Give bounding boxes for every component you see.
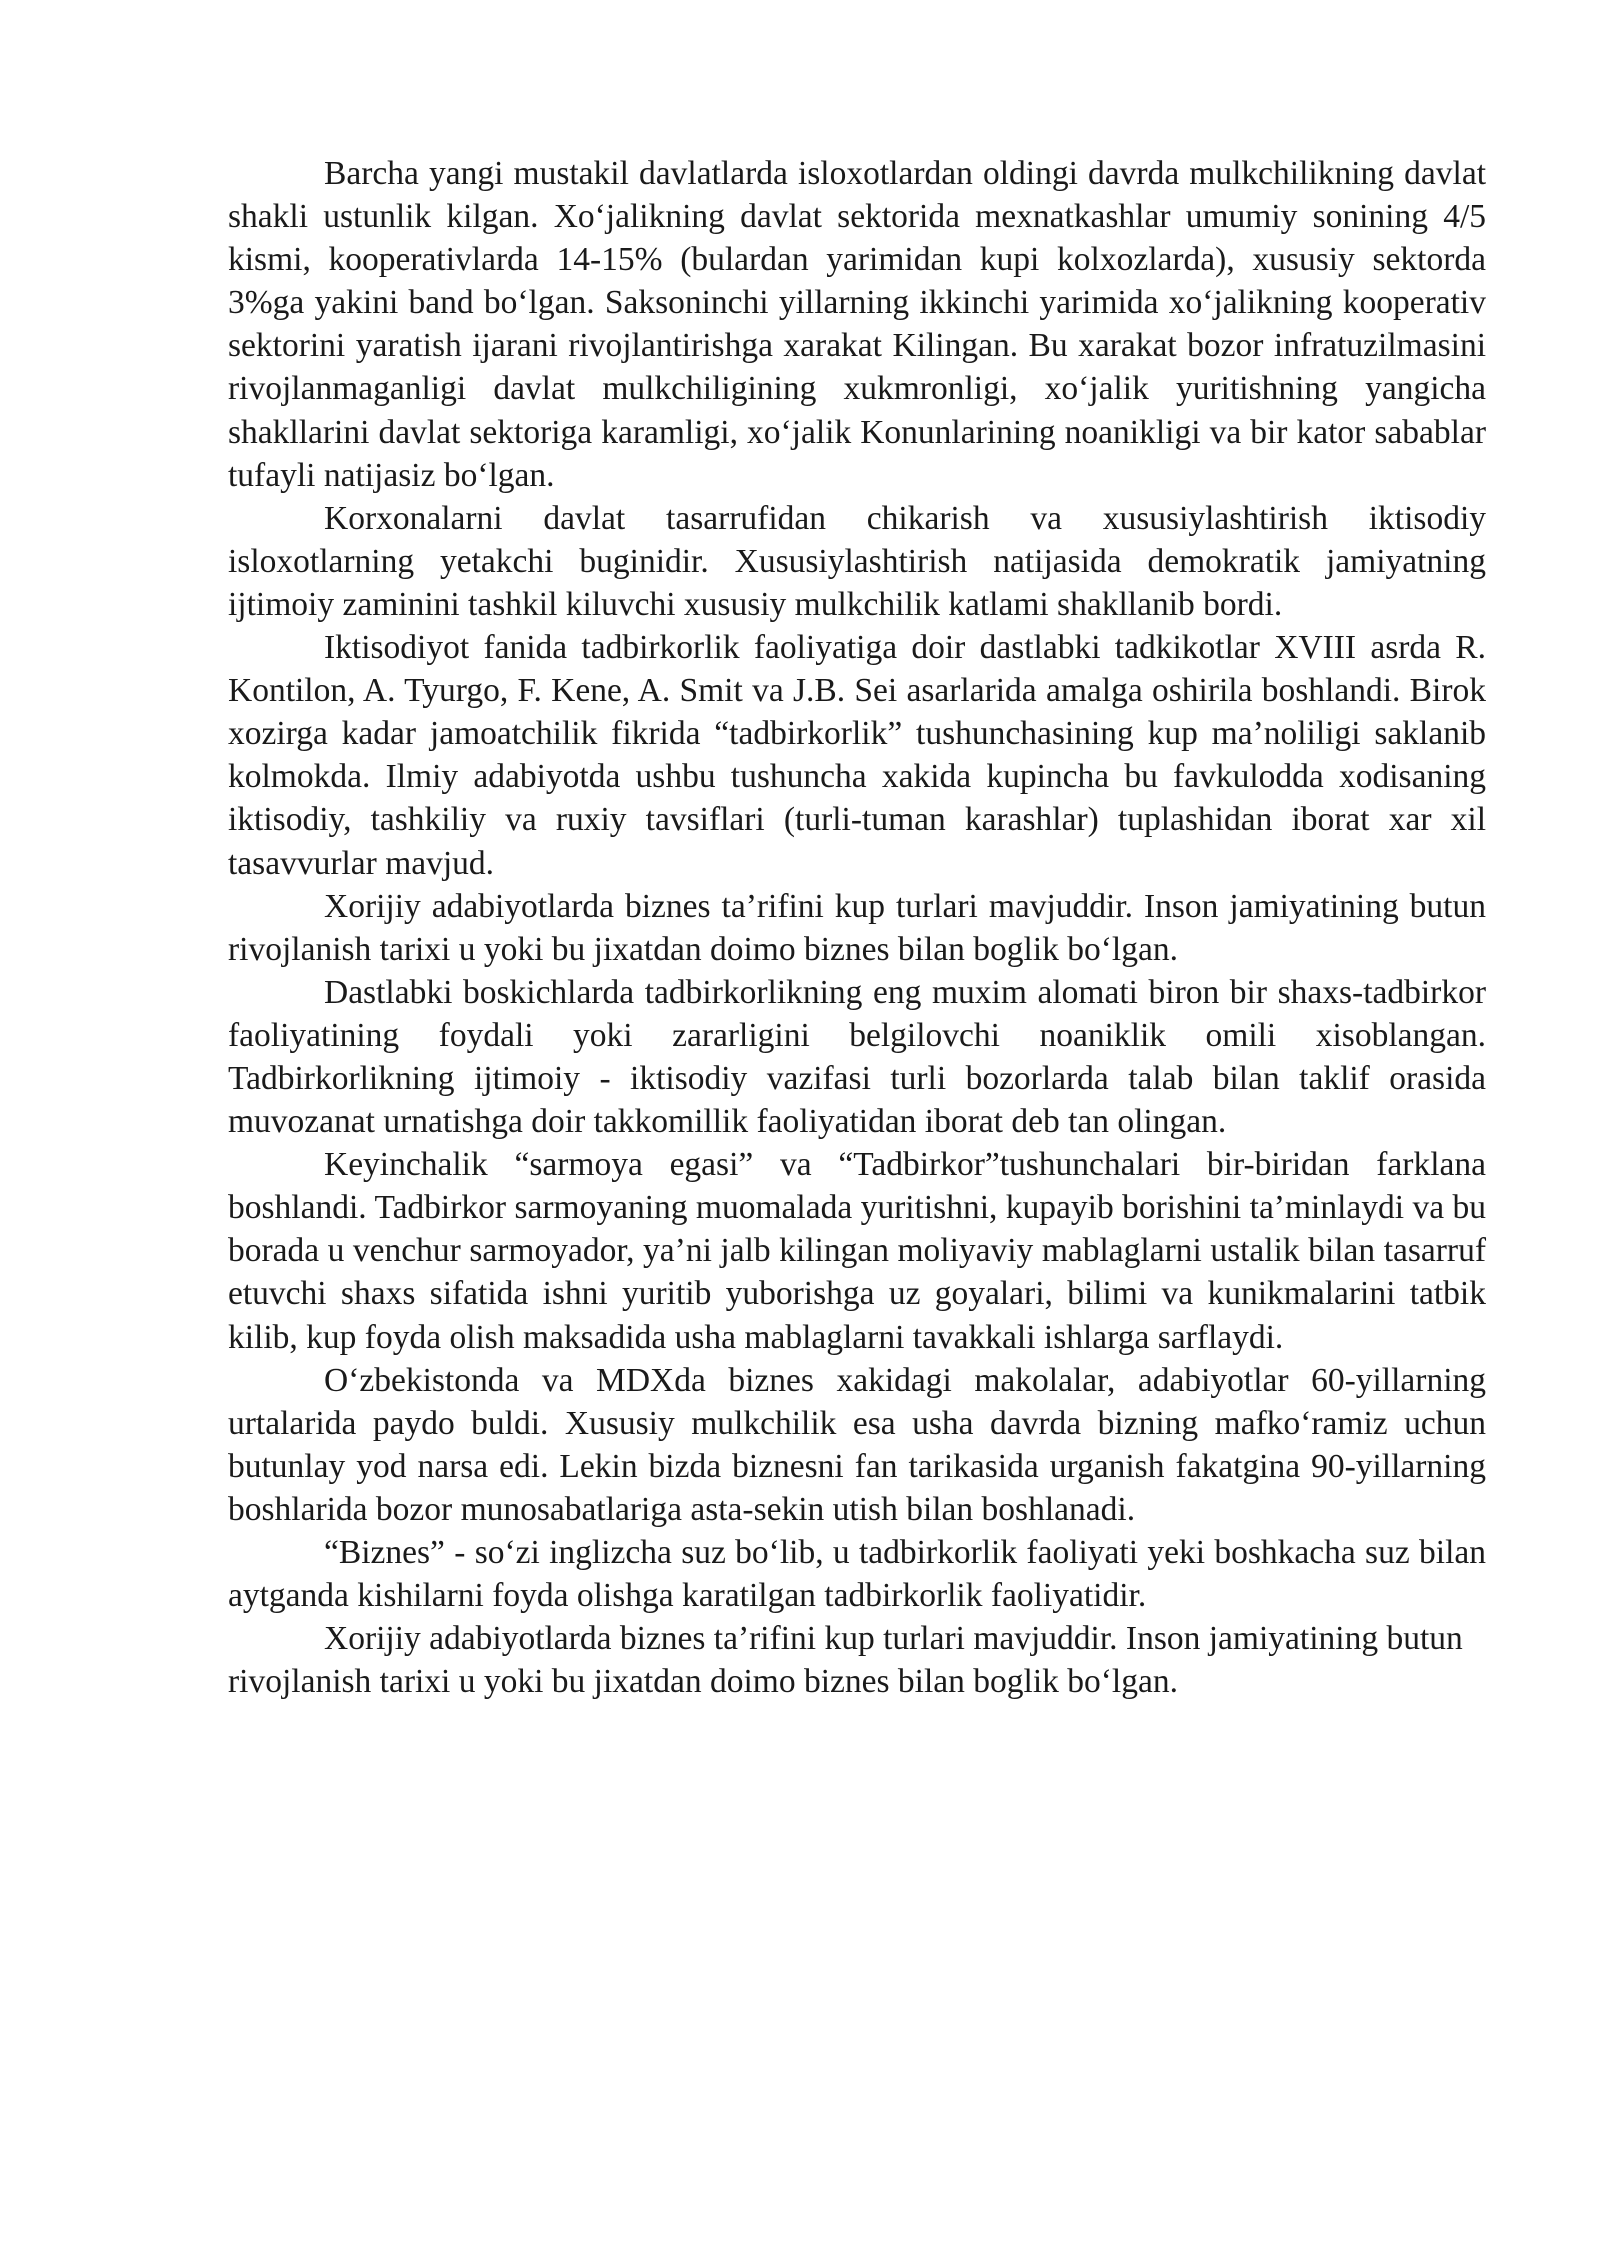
paragraph: Xorijiy adabiyotlarda biznes ta’rifini kup turlari mavjuddir. Inson jamiyatining butun rivojlanish tarixi u yoki bu jixatdan doimo biznes bilan boglik bo‘lgan. (228, 887, 1486, 968)
document-page (228, 152, 1486, 1703)
paragraph: Korxonalarni davlat tasarrufidan chikarish va xususiylashtirish iktisodiy isloxotlarning yetakchi buginidir. Xususiylashtirish natijasida demokratik jamiyatning ijtimoiy zaminini tashkil kiluvchi xususiy mulkchilik katlami shakllanib bordi. (228, 499, 1486, 623)
paragraph: Dastlabki boskichlarda tadbirkorlikning eng muxim alomati biron bir shaxs-tadbirkor faoliyatining foydali yoki zararligini belgilovchi noaniklik omili xisoblangan. Tadbirkorlikning ijtimoiy - iktisodiy vazifasi turli bozorlarda talab bilan taklif orasida muvozanat urnatishga doir takkomillik faoliyatidan iborat deb tan olingan. (228, 973, 1486, 1141)
paragraph: Xorijiy adabiyotlarda biznes ta’rifini kup turlari mavjuddir. Inson jamiyatining butun rivojlanish tarixi u yoki bu jixatdan doimo biznes bilan boglik bo‘lgan. (228, 1620, 1463, 1701)
paragraph: “Biznes” - so‘zi inglizcha suz bo‘lib, u tadbirkorlik faoliyati yeki boshkacha suz bilan aytganda kishilarni foyda olishga karatilgan tadbirkorlik faoliyatidir. (228, 1534, 1486, 1615)
paragraph: Barcha yangi mustakil davlatlarda isloxotlardan oldingi davrda mulkchilikning davlat shakli ustunlik kilgan. Xo‘jalikning davlat sektorida mexnatkashlar umumiy sonining 4/5 kismi, kooperativlarda 14-15% (bulardan yarimidan kupi kolxozlarda), xususiy sektorda 3%ga yakini band bo‘lgan. Saksoninchi yillarning ikkinchi yarimida xo‘jalikning kooperativ sektorini yaratish ijarani rivojlantirishga xarakat Kilingan. Bu xarakat bozor infratuzilmasini rivojlanmaganligi davlat mulkchiligining xukmronligi, xo‘jalik yuritishning yangicha shakllarini davlat sektoriga karamligi, xo‘jalik Konunlarining noanikligi va bir kator sabablar tufayli natijasiz bo‘lgan. (228, 155, 1486, 494)
paragraph: Iktisodiyot fanida tadbirkorlik faoliyatiga doir dastlabki tadkikotlar XVIII asrda R. Kontilon, A. Tyurgo, F. Kene, A. Smit va J.B. Sei asarlarida amalga oshirila boshlandi. Birok xozirga kadar jamoatchilik fikrida “tadbirkorlik” tushunchasining kup ma’noliligi saklanib kolmokda. Ilmiy adabiyotda ushbu tushuncha xakida kupincha bu favkulodda xodisaning iktisodiy, tashkiliy va ruxiy tavsiflari (turli-tuman karashlar) tuplashidan iborat xar xil tasavvurlar mavjud. (228, 629, 1486, 882)
paragraph: Keyinchalik “sarmoya egasi” va “Tadbirkor”tushunchalari bir-biridan farklana boshlandi. Tadbirkor sarmoyaning muomalada yuritishni, kupayib borishini ta’minlaydi va bu borada u venchur sarmoyador, ya’ni jalb kilingan moliyaviy mablaglarni ustalik bilan tasarruf etuvchi shaxs sifatida ishni yuritib yuborishga uz goyalari, bilimi va kunikmalarini tatbik kilib, kup foyda olish maksadida usha mablaglarni tavakkali ishlarga sarflaydi. (228, 1146, 1486, 1356)
paragraph: O‘zbekistonda va MDXda biznes xakidagi makolalar, adabiyotlar 60-yillarning urtalarida paydo buldi. Xususiy mulkchilik esa usha davrda bizning mafko‘ramiz uchun butunlay yod narsa edi. Lekin bizda biznesni fan tarikasida urganish fakatgina 90-yillarning boshlarida bozor munosabatlariga asta-sekin utish bilan boshlanadi. (228, 1361, 1486, 1528)
